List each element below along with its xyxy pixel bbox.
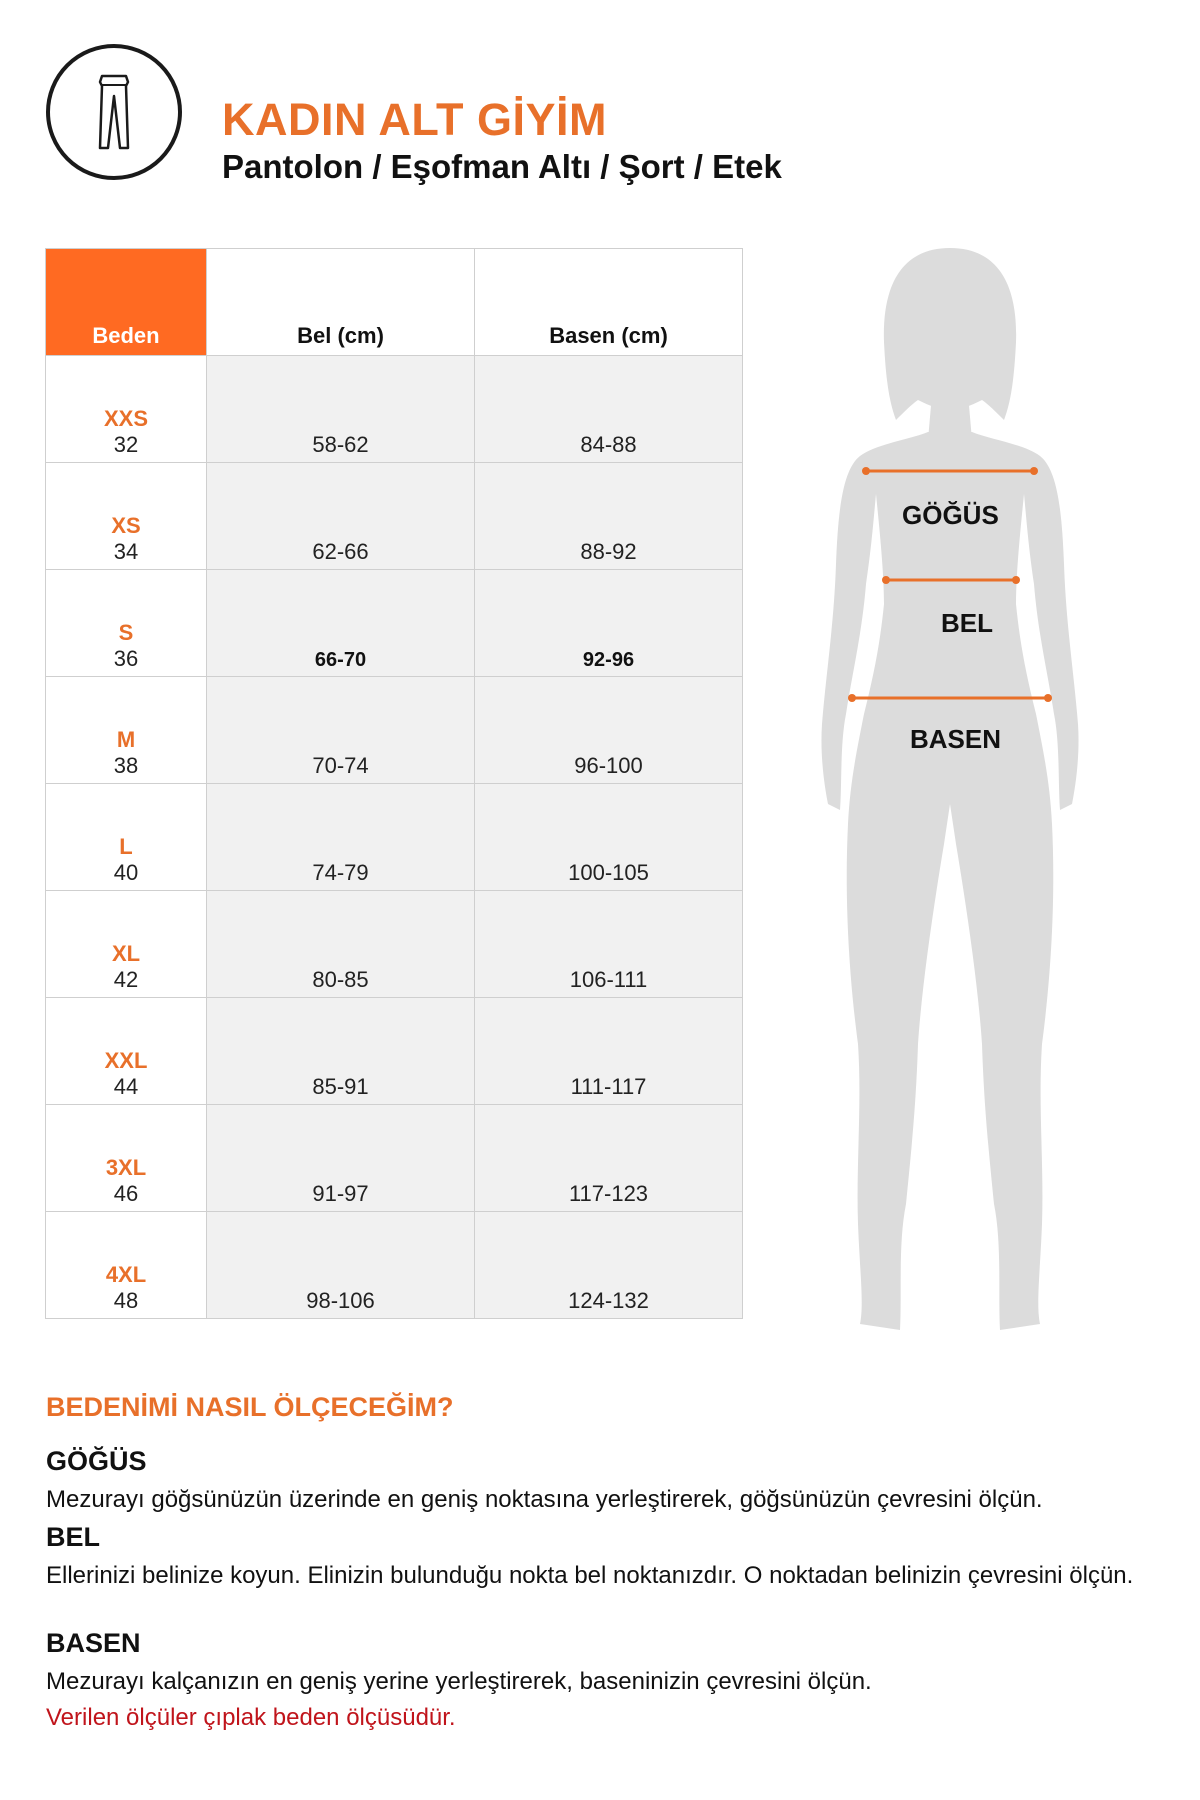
size-cell xyxy=(46,463,207,570)
size-label: XXS xyxy=(103,406,149,431)
hip-value: 100-105 xyxy=(475,784,743,891)
size-cell xyxy=(46,998,207,1105)
size-number: 32 xyxy=(113,432,139,457)
hip-text: Mezurayı kalçanızın en geniş yerine yerleştirerek, baseninizin çevresini ölçün. xyxy=(46,1668,872,1695)
size-label: 3XL xyxy=(105,1155,147,1180)
table-header-row xyxy=(46,249,743,356)
table-row xyxy=(46,677,743,784)
hip-value: 117-123 xyxy=(475,1105,743,1212)
waist-value: 58-62 xyxy=(207,356,475,463)
size-number: 46 xyxy=(113,1181,139,1206)
waist-label: BEL xyxy=(941,608,993,638)
body-silhouette xyxy=(800,244,1100,1344)
hip-value: 124-132 xyxy=(475,1212,743,1319)
size-number: 40 xyxy=(113,860,139,885)
header-hip: Basen (cm) xyxy=(475,249,743,356)
size-cell xyxy=(46,1212,207,1319)
waist-value: 62-66 xyxy=(207,463,475,570)
waist-value: 85-91 xyxy=(207,998,475,1105)
size-number: 44 xyxy=(113,1074,139,1099)
pants-icon xyxy=(46,44,182,180)
hip-label: BASEN xyxy=(910,724,1002,754)
size-number: 48 xyxy=(113,1288,139,1313)
size-label: XS xyxy=(111,513,141,538)
page-title: KADIN ALT GİYİM xyxy=(222,94,607,145)
table-row xyxy=(46,463,743,570)
waist-heading: BEL xyxy=(46,1522,100,1552)
size-label: XXL xyxy=(104,1048,148,1073)
hip-heading: BASEN xyxy=(46,1628,141,1658)
size-number: 36 xyxy=(113,646,139,671)
size-label: XL xyxy=(111,941,141,966)
table-row xyxy=(46,784,743,891)
size-label: L xyxy=(119,834,133,859)
size-label: 4XL xyxy=(105,1262,147,1287)
size-table xyxy=(45,248,743,1319)
size-label: M xyxy=(116,727,136,752)
size-number: 38 xyxy=(113,753,139,778)
hip-value: 92-96 xyxy=(475,570,743,677)
hip-value: 106-111 xyxy=(475,891,743,998)
waist-value: 98-106 xyxy=(207,1212,475,1319)
waist-value: 91-97 xyxy=(207,1105,475,1212)
hip-value: 96-100 xyxy=(475,677,743,784)
size-cell xyxy=(46,891,207,998)
chest-label: GÖĞÜS xyxy=(902,500,999,530)
header-waist: Bel (cm) xyxy=(207,249,475,356)
table-row xyxy=(46,998,743,1105)
waist-value: 66-70 xyxy=(207,570,475,677)
waist-text: Ellerinizi belinize koyun. Elinizin bulunduğu nokta bel noktanızdır. O noktadan belinizin çevresini ölçün. xyxy=(46,1562,1134,1589)
table-row xyxy=(46,1105,743,1212)
waist-value: 70-74 xyxy=(207,677,475,784)
size-label: S xyxy=(118,620,134,645)
table-row xyxy=(46,891,743,998)
page-subtitle: Pantolon / Eşofman Altı / Şort / Etek xyxy=(222,148,782,185)
hip-value: 84-88 xyxy=(475,356,743,463)
table-row xyxy=(46,570,743,677)
chest-text: Mezurayı göğsünüzün üzerinde en geniş noktasına yerleştirerek, göğsünüzün çevresini ölçün. xyxy=(46,1486,1043,1513)
hip-value: 111-117 xyxy=(475,998,743,1105)
size-number: 34 xyxy=(113,539,139,564)
measurement-note: Verilen ölçüler çıplak beden ölçüsüdür. xyxy=(46,1704,456,1731)
size-cell xyxy=(46,356,207,463)
size-cell xyxy=(46,1105,207,1212)
table-row xyxy=(46,1212,743,1319)
header-size: Beden xyxy=(46,249,207,356)
hip-value: 88-92 xyxy=(475,463,743,570)
size-cell xyxy=(46,784,207,891)
waist-value: 74-79 xyxy=(207,784,475,891)
size-cell xyxy=(46,677,207,784)
size-cell xyxy=(46,570,207,677)
table-row xyxy=(46,356,743,463)
size-number: 42 xyxy=(113,967,139,992)
chest-heading: GÖĞÜS xyxy=(46,1446,147,1476)
waist-value: 80-85 xyxy=(207,891,475,998)
instructions-title: BEDENİMİ NASIL ÖLÇECEĞİM? xyxy=(46,1392,454,1422)
